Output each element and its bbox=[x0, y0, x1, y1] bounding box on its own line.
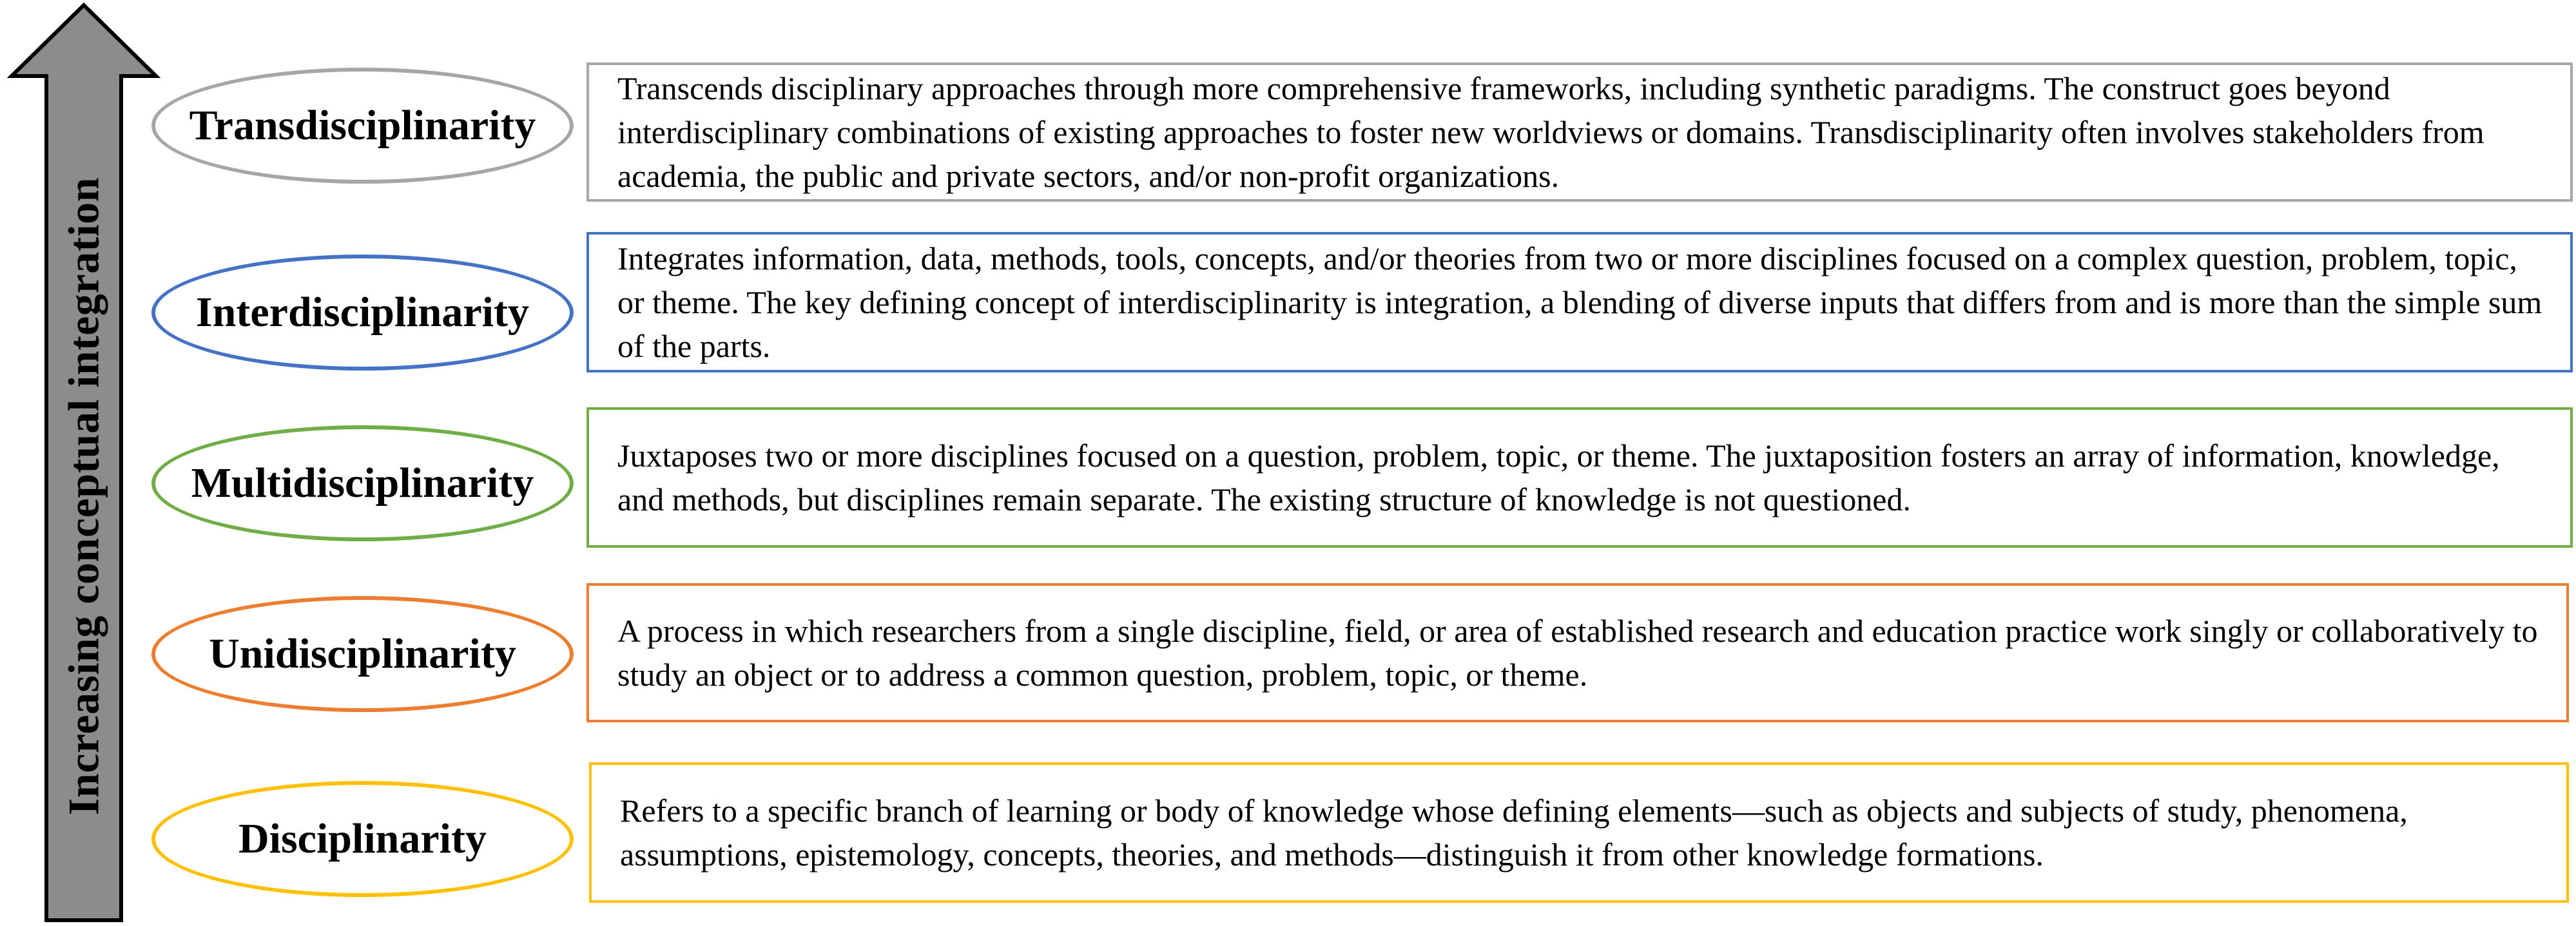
level-name: Disciplinarity bbox=[238, 815, 487, 862]
level-name: Interdisciplinarity bbox=[195, 289, 529, 336]
description-text: Juxtaposes two or more disciplines focused on a question, problem, topic, or theme. The juxtaposition fosters an array of information, knowledge, and methods, but disciplines remain separate. The existing structure of knowledge is not questioned. bbox=[617, 438, 2500, 517]
description-text: Integrates information, data, methods, tools, concepts, and/or theories from two or more disciplines focused on a complex question, problem, topic, or theme. The key defining concept of interdisciplinarity is integration, a blending of diverse inputs that differs from and is more than the simple sum of the parts. bbox=[617, 240, 2542, 364]
level-name: Unidisciplinarity bbox=[209, 630, 516, 677]
description-text: A process in which researchers from a single discipline, field, or area of established research and education practice work singly or collaboratively to study an object or to address a common question, problem, topic, or theme. bbox=[617, 613, 2538, 693]
ellipse-disciplinarity bbox=[151, 781, 574, 897]
description-text: Refers to a specific branch of learning or body of knowledge whose defining elements—such as objects and subjects of study, phenomena, assumptions, epistemology, concepts, theories, and methods—distinguish it from other knowledge formations. bbox=[620, 793, 2408, 873]
description-box-transdisciplinarity bbox=[586, 63, 2573, 202]
description-box-interdisciplinarity bbox=[586, 232, 2573, 372]
description-box-unidisciplinarity bbox=[586, 583, 2569, 722]
description-text: Transcends disciplinary approaches through more comprehensive frameworks, including synthetic paradigms. The construct goes beyond interdisciplinary combinations of existing approaches to foster new worldviews or domains. Transdisciplinarity often involves stakeholders from academia, the public and private sectors, and/or non-profit organizations. bbox=[617, 70, 2484, 194]
ellipse-interdisciplinarity bbox=[151, 255, 574, 371]
ellipse-transdisciplinarity bbox=[151, 68, 574, 184]
level-name: Multidisciplinarity bbox=[191, 459, 534, 506]
ellipse-multidisciplinarity bbox=[151, 425, 574, 541]
arrow-label: Increasing conceptual integration bbox=[59, 177, 108, 815]
ellipse-unidisciplinarity bbox=[151, 596, 574, 712]
level-name: Transdisciplinarity bbox=[189, 102, 536, 149]
description-box-disciplinarity bbox=[589, 762, 2569, 903]
description-box-multidisciplinarity bbox=[586, 407, 2573, 548]
